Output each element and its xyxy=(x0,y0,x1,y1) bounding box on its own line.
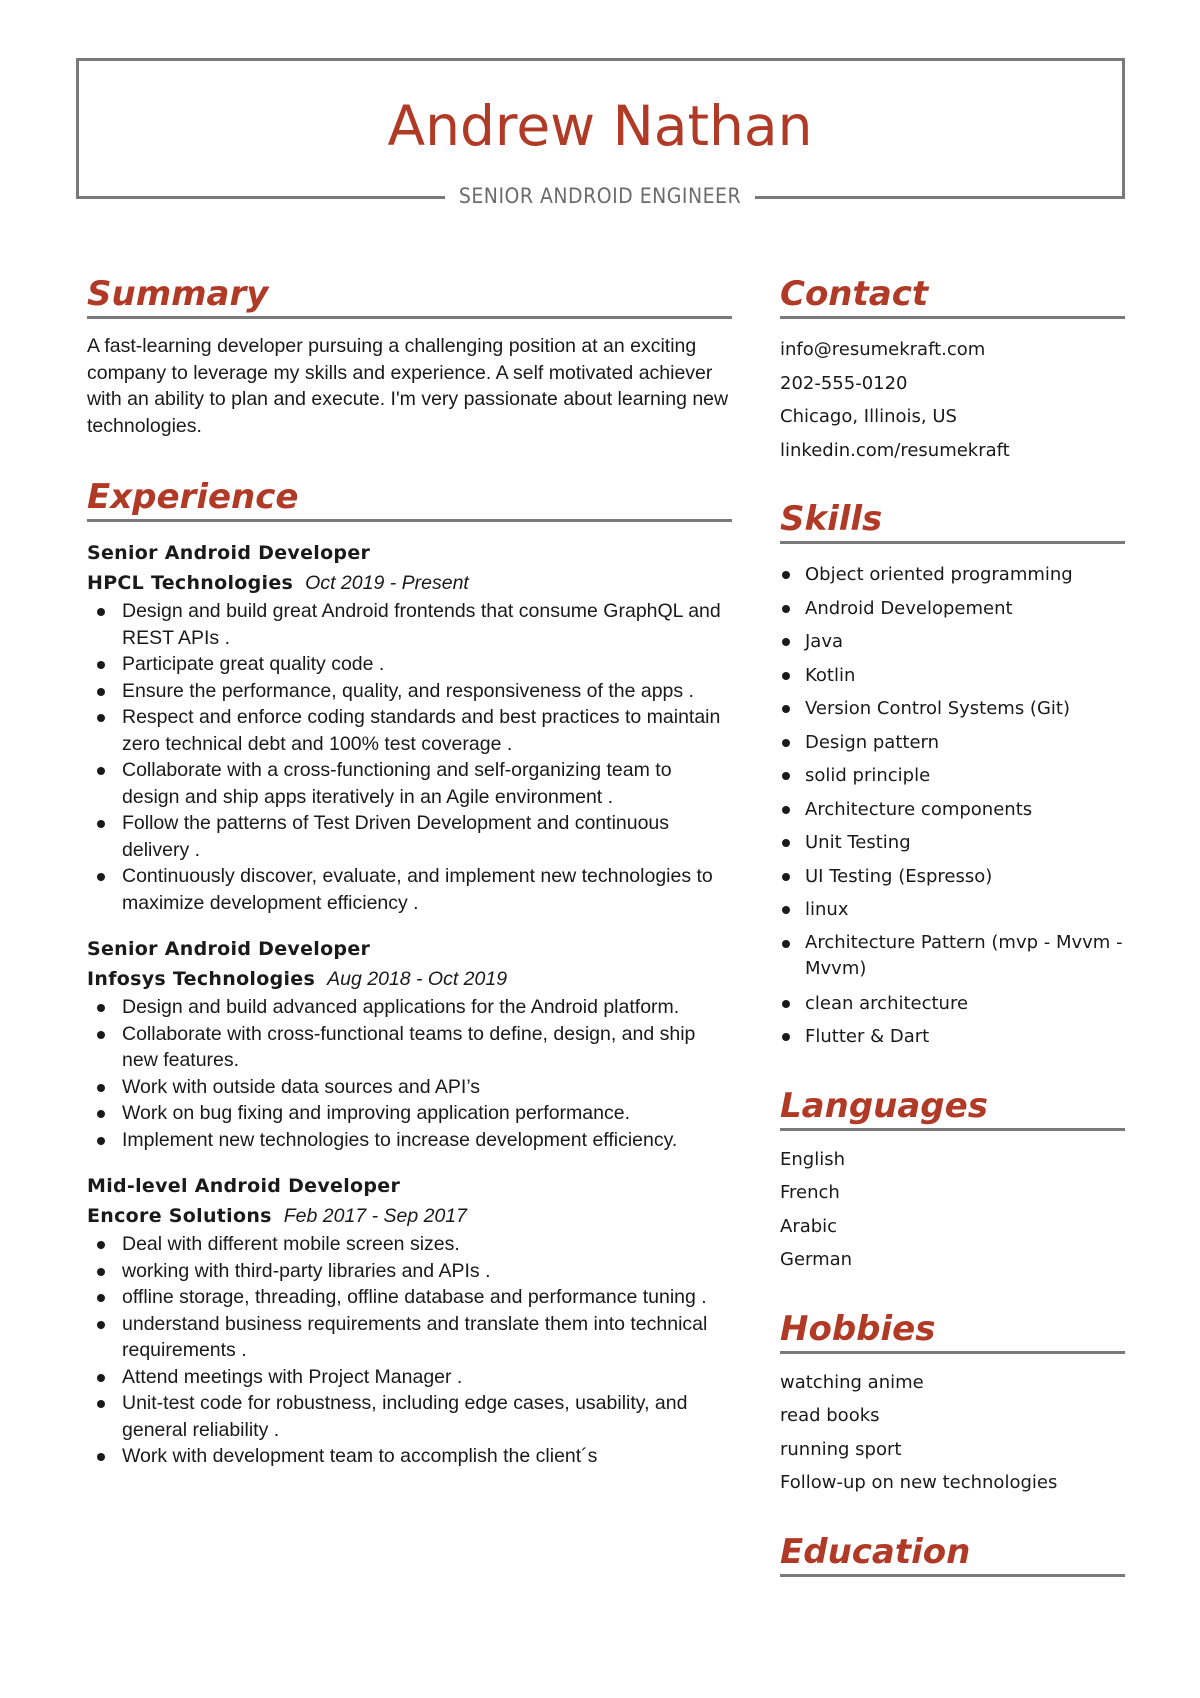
hobby-item: watching anime xyxy=(780,1371,924,1393)
bullet-icon xyxy=(97,608,105,616)
bullet-icon xyxy=(782,1033,790,1041)
bullet-text: Design and build advanced applications for the Android platform. xyxy=(122,996,680,1018)
skill-item xyxy=(780,826,1125,860)
list-item xyxy=(87,1231,732,1258)
skill-item xyxy=(780,558,1125,592)
bullet-icon xyxy=(97,1110,105,1118)
bullet-icon xyxy=(97,873,105,881)
skill-text: Object oriented programming xyxy=(805,564,1073,585)
skill-item xyxy=(780,592,1125,626)
language-item: English xyxy=(780,1148,845,1170)
contact-location: Chicago, Illinois, US xyxy=(780,406,957,427)
skill-item xyxy=(780,893,1125,927)
job-bullets xyxy=(87,1231,732,1470)
job-bullets xyxy=(87,994,732,1153)
skill-item xyxy=(780,860,1125,894)
education-section xyxy=(780,1530,1125,1577)
skill-text: Design pattern xyxy=(805,731,940,753)
skills-section xyxy=(780,497,1125,1054)
languages-list xyxy=(780,1143,1125,1277)
job-role: Mid-level Android Developer xyxy=(87,1175,401,1197)
list-item xyxy=(87,678,732,705)
skill-item xyxy=(780,987,1125,1021)
bullet-icon xyxy=(97,1137,105,1145)
list-item xyxy=(87,1284,732,1311)
skill-text: Architecture components xyxy=(805,798,1033,820)
list-item xyxy=(87,1127,732,1154)
bullet-icon xyxy=(782,1000,790,1008)
bullet-text: Ensure the performance, quality, and responsiveness of the apps . xyxy=(122,679,694,702)
bullet-text: Unit-test code for robustness, including edge cases, usability, and general reliability . xyxy=(122,1392,688,1441)
skill-text: Java xyxy=(805,631,844,652)
job-entry xyxy=(87,1171,732,1470)
bullet-icon xyxy=(97,661,105,669)
experience-section xyxy=(87,475,732,1470)
bullet-text: Follow the patterns of Test Driven Development and continuous delivery . xyxy=(122,812,670,861)
bullet-icon xyxy=(782,839,790,847)
bullet-icon xyxy=(97,1031,105,1039)
job-entry xyxy=(87,934,732,1153)
bullet-icon xyxy=(97,1241,105,1249)
skill-item xyxy=(780,726,1125,760)
skill-item xyxy=(780,927,1125,987)
skill-text: solid principle xyxy=(805,765,931,786)
bullet-icon xyxy=(97,1268,105,1276)
bullet-icon xyxy=(97,1400,105,1408)
bullet-icon xyxy=(97,1321,105,1329)
bullet-text: Work with development team to accomplish the client´s xyxy=(122,1445,598,1467)
bullet-text: Continuously discover, evaluate, and implement new technologies to maximize development efficiency . xyxy=(122,865,713,914)
list-item xyxy=(87,651,732,678)
bullet-text: offline storage, threading, offline database and performance tuning . xyxy=(122,1286,707,1308)
skill-item xyxy=(780,659,1125,693)
list-item xyxy=(87,1390,732,1443)
skill-text: Android Developement xyxy=(805,597,1013,619)
bullet-icon xyxy=(97,1004,105,1012)
summary-section xyxy=(87,272,732,439)
bullet-icon xyxy=(782,806,790,814)
skills-list xyxy=(780,558,1125,1054)
skills-heading: Skills xyxy=(780,497,1125,544)
job-role: Senior Android Developer xyxy=(87,938,371,960)
job-company-line xyxy=(87,964,732,994)
education-heading: Education xyxy=(780,1530,1125,1577)
skill-text: Flutter & Dart xyxy=(805,1026,930,1047)
language-item: German xyxy=(780,1249,853,1270)
bullet-icon xyxy=(782,906,790,914)
list-item xyxy=(87,757,732,810)
skill-item xyxy=(780,625,1125,659)
contact-email[interactable]: info@resumekraft.com xyxy=(780,339,986,360)
list-item xyxy=(87,598,732,651)
skill-item xyxy=(780,1020,1125,1054)
bullet-icon xyxy=(97,820,105,828)
bullet-text: Deal with different mobile screen sizes. xyxy=(122,1233,460,1255)
job-entry xyxy=(87,538,732,916)
contact-linkedin[interactable]: linkedin.com/resumekraft xyxy=(780,439,1010,461)
list-item xyxy=(87,1364,732,1391)
skill-text: Architecture Pattern (mvp - Mvvm - Mvvm) xyxy=(805,931,1123,979)
bullet-icon xyxy=(97,1294,105,1302)
bullet-icon xyxy=(782,739,790,747)
bullet-icon xyxy=(97,688,105,696)
skill-item xyxy=(780,692,1125,726)
bullet-text: working with third-party libraries and APIs . xyxy=(122,1259,491,1282)
list-item xyxy=(87,810,732,863)
job-dates: Aug 2018 - Oct 2019 xyxy=(327,968,508,990)
languages-section xyxy=(780,1084,1125,1277)
job-company-line xyxy=(87,568,732,598)
list-item xyxy=(87,1311,732,1364)
hobby-item: running sport xyxy=(780,1438,902,1460)
candidate-name: Andrew Nathan xyxy=(387,94,813,158)
bullet-icon xyxy=(782,605,790,613)
list-item xyxy=(87,1021,732,1074)
bullet-icon xyxy=(782,772,790,780)
bullet-icon xyxy=(782,638,790,646)
bullet-icon xyxy=(782,873,790,881)
contact-phone: 202-555-0120 xyxy=(780,372,908,394)
bullet-icon xyxy=(97,1084,105,1092)
bullet-text: Collaborate with a cross-functioning and self-organizing team to design and ship apps iteratively in an Agile environment . xyxy=(122,759,672,808)
hobbies-section xyxy=(780,1307,1125,1500)
job-title-wrapper xyxy=(0,184,1200,208)
bullet-icon xyxy=(782,940,790,948)
bullet-text: Work on bug fixing and improving application performance. xyxy=(122,1102,630,1124)
job-dates: Oct 2019 - Present xyxy=(305,572,469,594)
bullet-icon xyxy=(97,1453,105,1461)
skill-text: Version Control Systems (Git) xyxy=(805,698,1070,719)
right-column xyxy=(780,272,1125,1577)
job-company: Infosys Technologies xyxy=(87,968,316,990)
bullet-icon xyxy=(782,571,790,579)
languages-heading: Languages xyxy=(780,1084,1125,1131)
bullet-text: Attend meetings with Project Manager . xyxy=(122,1365,463,1388)
bullet-text: Work with outside data sources and API’s xyxy=(122,1075,481,1098)
hobby-item: Follow-up on new technologies xyxy=(780,1472,1058,1493)
job-company: Encore Solutions xyxy=(87,1205,272,1227)
list-item xyxy=(87,704,732,757)
job-title: SENIOR ANDROID ENGINEER xyxy=(445,184,755,208)
skill-text: linux xyxy=(805,899,849,920)
left-column xyxy=(87,272,732,1470)
bullet-icon xyxy=(782,705,790,713)
skill-text: Kotlin xyxy=(805,664,856,686)
bullet-text: Design and build great Android frontends that consume GraphQL and REST APIs . xyxy=(122,600,721,649)
language-item: French xyxy=(780,1182,840,1203)
skill-text: clean architecture xyxy=(805,992,969,1014)
hobbies-heading: Hobbies xyxy=(780,1307,1125,1354)
list-item xyxy=(87,994,732,1021)
bullet-icon xyxy=(97,714,105,722)
list-item xyxy=(87,1100,732,1127)
list-item xyxy=(87,1074,732,1101)
bullet-text: understand business requirements and translate them into technical requirements . xyxy=(122,1312,708,1361)
job-dates: Feb 2017 - Sep 2017 xyxy=(283,1205,467,1227)
bullet-text: Implement new technologies to increase development efficiency. xyxy=(122,1128,678,1151)
hobby-item: read books xyxy=(780,1405,880,1426)
job-company-line xyxy=(87,1201,732,1231)
language-item: Arabic xyxy=(780,1215,838,1237)
bullet-icon xyxy=(97,1374,105,1382)
job-company: HPCL Technologies xyxy=(87,572,294,594)
list-item xyxy=(87,863,732,916)
contact-list xyxy=(780,333,1125,467)
hobbies-list xyxy=(780,1366,1125,1500)
job-bullets xyxy=(87,598,732,916)
list-item xyxy=(87,1258,732,1285)
experience-heading: Experience xyxy=(87,475,732,522)
job-role: Senior Android Developer xyxy=(87,542,371,564)
skill-text: UI Testing (Espresso) xyxy=(805,865,993,887)
bullet-text: Collaborate with cross-functional teams to define, design, and ship new features. xyxy=(122,1022,696,1071)
summary-text: A fast-learning developer pursuing a challenging position at an exciting company to leverage my skills and experience. A self motivated achiever with an ability to plan and execute. I'm very passionate about learning new technologies. xyxy=(87,335,729,437)
list-item xyxy=(87,1443,732,1470)
skill-text: Unit Testing xyxy=(805,832,911,853)
summary-heading: Summary xyxy=(87,272,732,319)
contact-section xyxy=(780,272,1125,467)
skill-item xyxy=(780,759,1125,793)
bullet-text: Participate great quality code . xyxy=(122,653,385,675)
bullet-icon xyxy=(97,767,105,775)
contact-heading: Contact xyxy=(780,272,1125,319)
bullet-text: Respect and enforce coding standards and best practices to maintain zero technical debt and 100% test coverage . xyxy=(122,706,721,755)
bullet-icon xyxy=(782,672,790,680)
skill-item xyxy=(780,793,1125,827)
